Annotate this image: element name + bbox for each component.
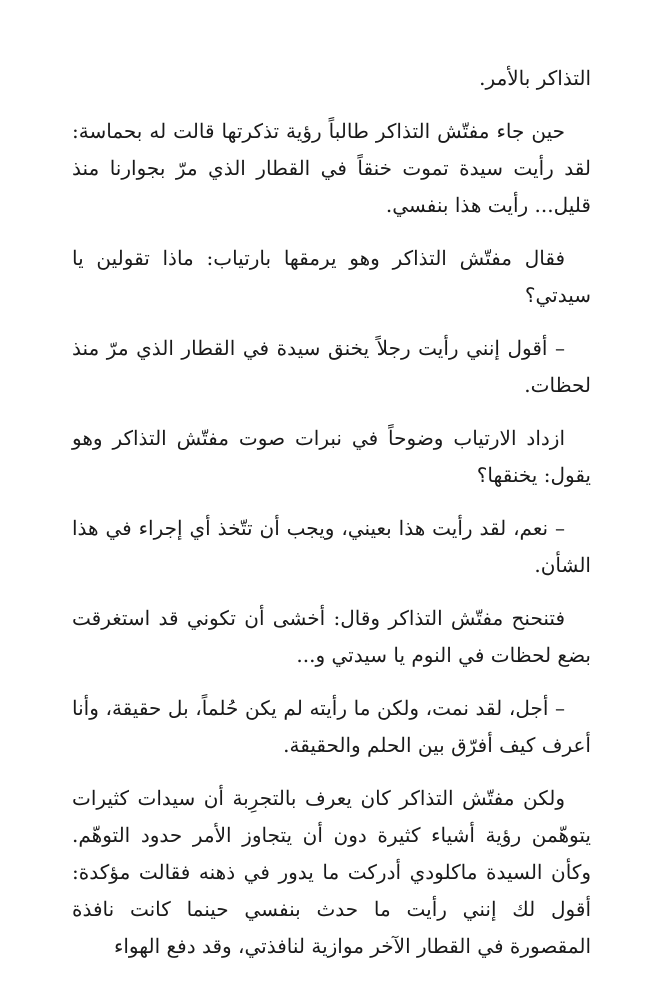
paragraph-ticket-inspector-arrives: حين جاء مفتّش التذاكر طالباً رؤية تذكرتها قالت له بحماسة: لقد رأيت سيدة تموت خنقاً في القطار الذي مرّ بجوارنا منذ قليل... رأيت هذا بنفسي.: [72, 119, 591, 217]
paragraph-continuation: التذاكر بالأمر.: [479, 66, 591, 90]
paragraph-inspector-experience: ولكن مفتّش التذاكر كان يعرف بالتجرِبة أن سيدات كثيرات يتوهّمن رؤية أشياء كثيرة دون أن يتجاوز الأمر حدود التوهّم. وكأن السيدة ماكلودي أدركت ما يدور في ذهنه فقالت مؤكدة: أقول لك إنني رأيت ما حدث بنفسي حينما كانت نافذة المقصورة في القطار الآخر موازية لنافذتي، وقد دفع الهواء: [72, 786, 591, 958]
paragraph-inspector-question: فقال مفتّش التذاكر وهو يرمقها بارتياب: ماذا تقولين يا سيدتي؟: [72, 246, 591, 307]
paragraph-inspector-doubts: فتنحنح مفتّش التذاكر وقال: أخشى أن تكوني قد استغرقت بضع لحظات في النوم يا سيدتي و...: [72, 606, 591, 667]
paragraph-dialogue-strangling: – أقول إنني رأيت رجلاً يخنق سيدة في القطار الذي مرّ منذ لحظات.: [72, 336, 591, 397]
paragraph-dialogue-not-dream: – أجل، لقد نمت، ولكن ما رأيته لم يكن حُلماً، بل حقيقة، وأنا أعرف كيف أفرّق بين الحلم والحقيقة.: [72, 696, 591, 757]
paragraph-suspicion-grows: ازداد الارتياب وضوحاً في نبرات صوت مفتّش التذاكر وهو يقول: يخنقها؟: [72, 426, 591, 487]
paragraph-dialogue-saw-it: – نعم، لقد رأيت هذا بعيني، ويجب أن تتّخذ أي إجراء في هذا الشأن.: [72, 516, 591, 577]
